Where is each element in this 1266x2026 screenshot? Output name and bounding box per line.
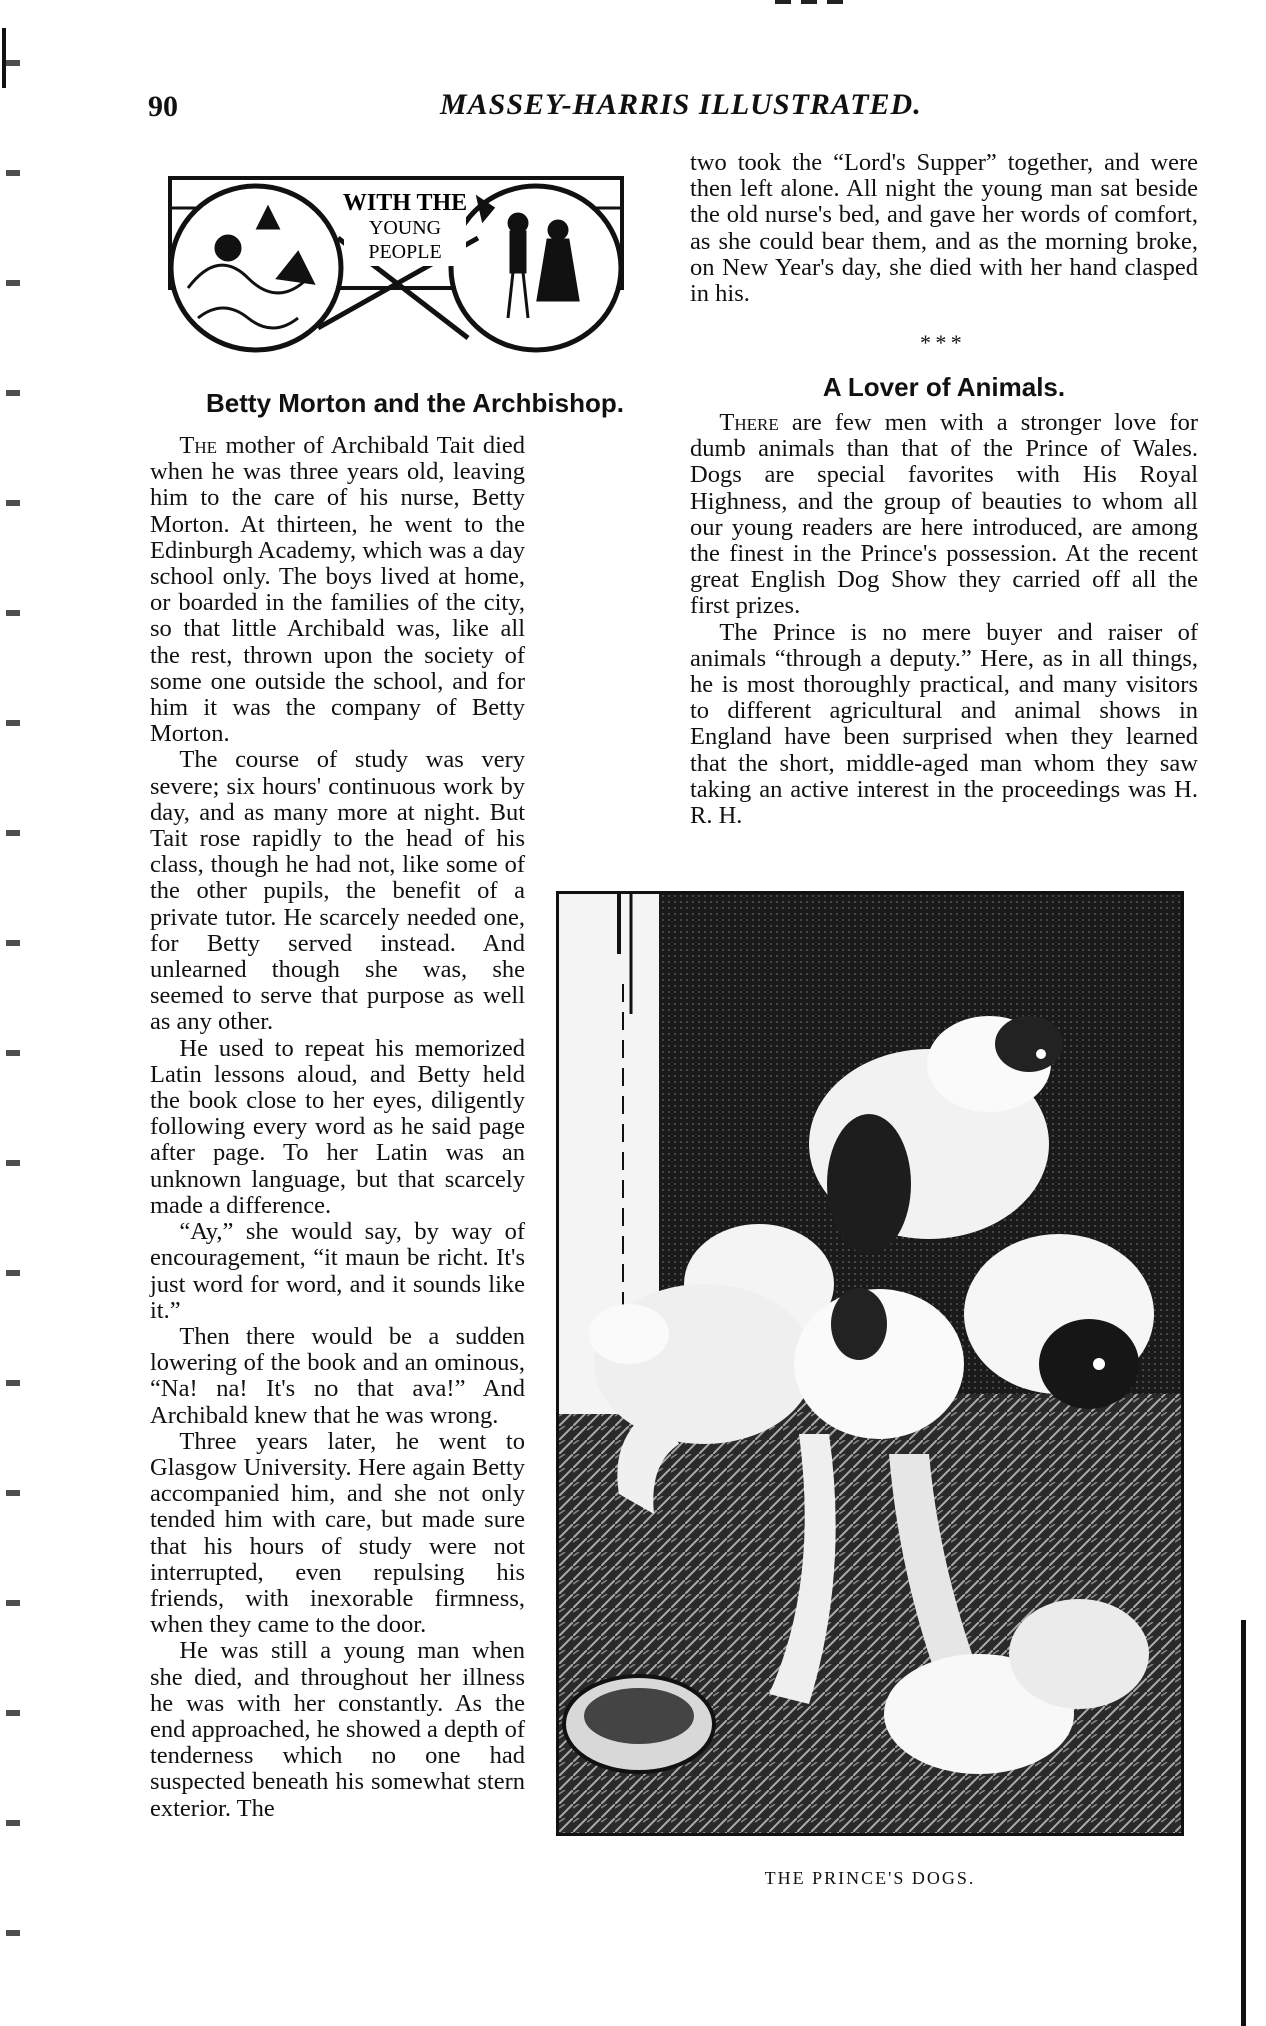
scan-edge-left bbox=[6, 0, 20, 2026]
headpiece-line-3: PEOPLE bbox=[368, 241, 442, 263]
dogs-photograph bbox=[556, 891, 1184, 1836]
story1-paragraph-8: two took the “Lord's Supper” together, and were then left alone. All night the young man sat beside the old nurse's bed, and gave her words of comfort, as she could bear them, and as the morning broke, on New Year's day, she died with her hand clasped in his. bbox=[690, 149, 1198, 308]
dogs-engraving bbox=[559, 894, 1181, 1833]
story2-title: A Lover of Animals. bbox=[822, 372, 1066, 402]
story1-paragraph-3: He used to repeat his memorized Latin lessons aloud, and Betty held the book close to her eyes, diligently following every word as he said page after page. To her Latin was an unknown language, but that scarcely made a difference. bbox=[150, 1034, 525, 1219]
page-number: 90 bbox=[148, 90, 178, 123]
story2-paragraph-1 bbox=[690, 410, 1198, 620]
scan-edge-top bbox=[775, 0, 845, 4]
headpiece-line-2: YOUNG bbox=[368, 217, 442, 239]
running-title: MASSEY-HARRIS ILLUSTRATED. bbox=[440, 88, 922, 121]
story1-title: Betty Morton and the Archbishop. bbox=[206, 388, 624, 418]
headpiece-illustration bbox=[168, 168, 624, 353]
figure-caption: THE PRINCE'S DOGS. bbox=[764, 1868, 976, 1888]
story2-lead-word: There bbox=[719, 409, 779, 436]
section-separator: * * * bbox=[920, 330, 962, 355]
story1-paragraph-5: Then there would be a sudden lowering of the book and an ominous, “Na! na! It's no that ava!” And Archibald knew that he was wrong. bbox=[150, 1322, 525, 1429]
story1-paragraph-2: The course of study was very severe; six hours' continuous work by day, and as many more at night. But Tait rose rapidly to the head of his class, though he had not, like some of the other pupils, the benefit of a private tutor. He scarcely needed one, for Betty served instead. And unlearned though she was, she seemed to serve that purpose as well as any other. bbox=[150, 746, 525, 1036]
story1-paragraph-1 bbox=[150, 433, 525, 747]
scan-edge-mark bbox=[2, 28, 16, 88]
story2-paragraph-2: The Prince is no mere buyer and raiser of animals “through a deputy.” Here, as in all things, he is most thoroughly practical, and many visitors to different agricultural and animal shows in England have been surprised when they learned that the short, middle-aged man whom they saw taking an active interest in the proceedings was H. R. H. bbox=[690, 618, 1198, 830]
story1-paragraph-7: He was still a young man when she died, and throughout her illness he was with her constantly. As the end approached, he showed a depth of tenderness which no one had suspected beneath his somewhat stern exterior. The bbox=[150, 1637, 525, 1822]
story1-paragraph-4: “Ay,” she would say, by way of encouragement, “it maun be richt. It's just word for word, and it sounds like it.” bbox=[150, 1218, 525, 1324]
headpiece-line-1: WITH THE bbox=[342, 190, 468, 216]
story1-paragraph-6: Three years later, he went to Glasgow University. Here again Betty accompanied him, and she not only tended him with care, but made sure that his hours of study were not interrupted, even repulsing his friends, with inexorable firmness, when they came to the door. bbox=[150, 1427, 525, 1639]
story1-lead-word: The bbox=[179, 432, 218, 459]
story1-continuation bbox=[690, 150, 1198, 307]
story2-paragraph-1-text: are few men with a stronger love for dumb animals than that of the Prince of Wales. Dogs are special favorites with His Royal Highness, and the group of beauties to whom all our young readers are here introduced, are among the finest in the Prince's possession. At the recent great English Dog Show they carried off all the first prizes. bbox=[690, 409, 1198, 620]
scan-edge-right bbox=[1241, 1620, 1246, 2026]
story2-body bbox=[690, 410, 1198, 829]
story1-paragraph-1-text: mother of Archibald Tait died when he was three years old, leaving him to the care of his nurse, Betty Morton. At thirteen, he went to the Edinburgh Academy, which was a day school only. The boys lived at home, or boarded in the families of the city, so that little Archibald was, like all the rest, thrown upon the society of some one outside the school, and for him it was the company of Betty Morton. bbox=[150, 432, 526, 748]
story1-body bbox=[150, 433, 525, 1822]
